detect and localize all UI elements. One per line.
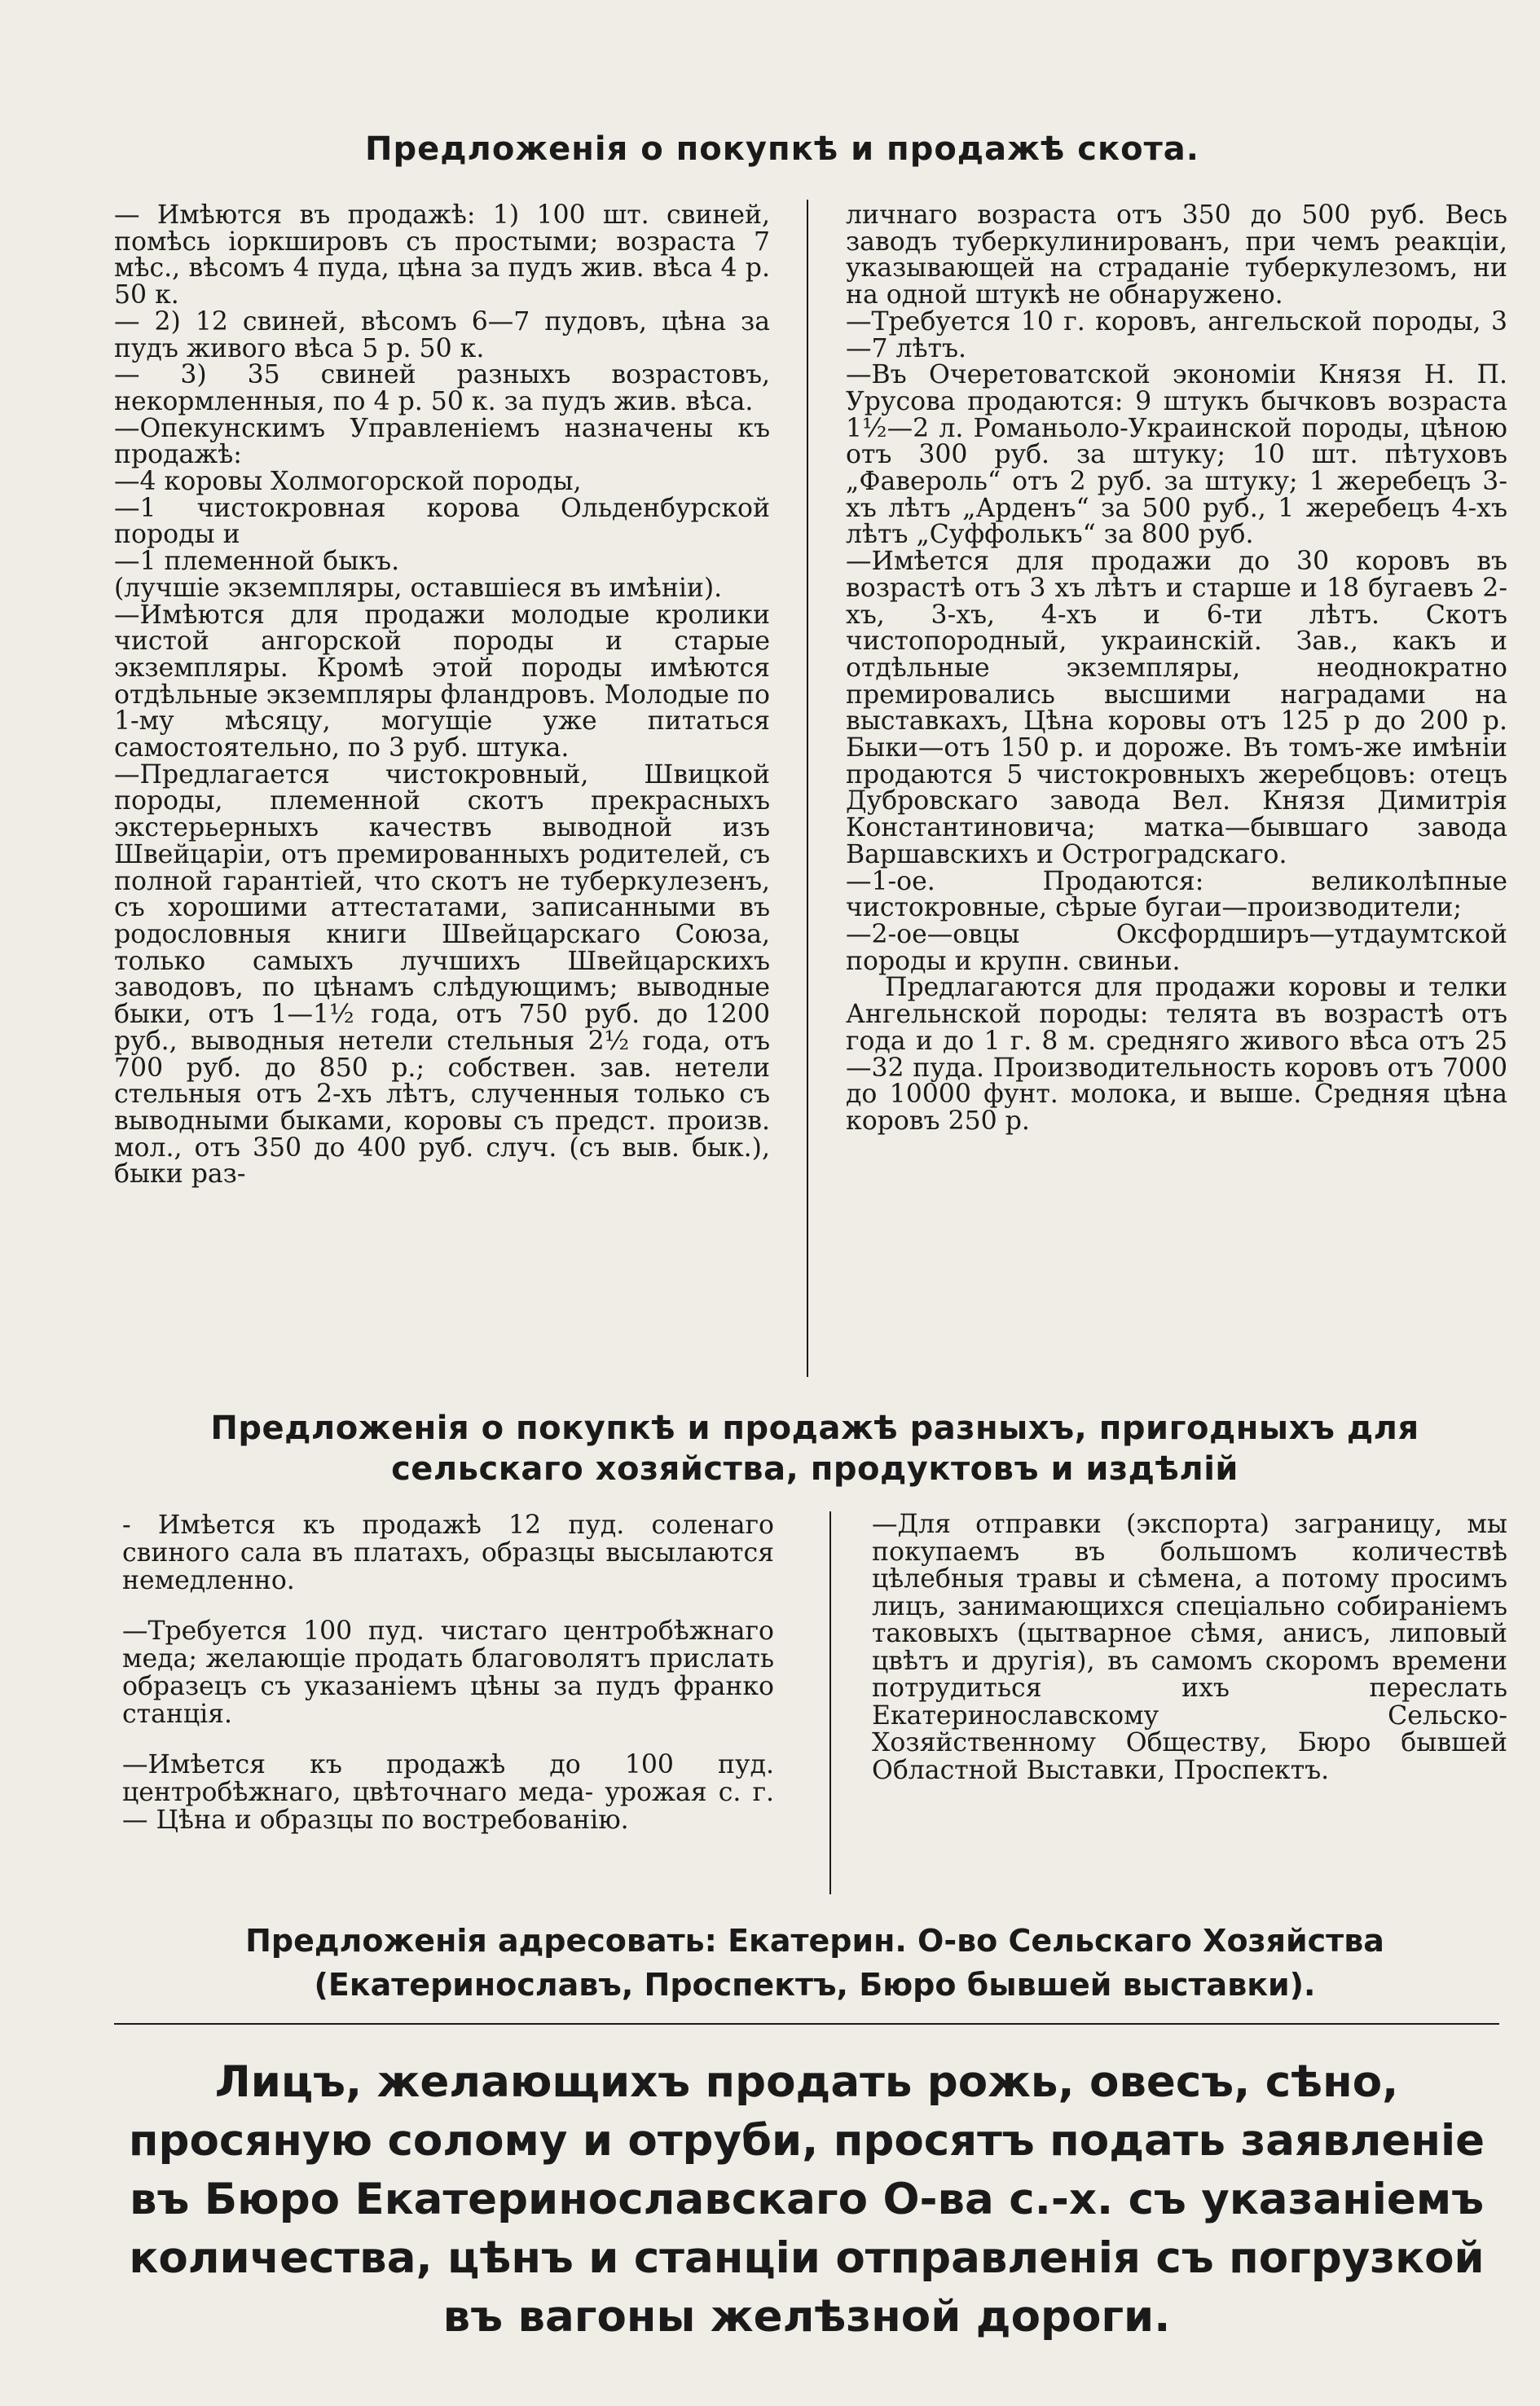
ad-honey-sale: —Имѣется къ продажѣ до 100 пуд. центробѣжнаго, цвѣточнаго меда- урожая с. г.— Цѣна и образцы по востребованію. xyxy=(122,1750,774,1835)
ad-guardianship-intro: —Опекунскимъ Управленіемъ назначены къ продажѣ: xyxy=(114,413,770,470)
ad-guardianship-bull: —1 племенной быкъ. xyxy=(114,547,400,577)
ad-wanted-cows: —Требуется 10 г. коровъ, ангельской породы, 3—7 лѣтъ. xyxy=(846,306,1507,363)
ad-rabbits: —Имѣются для продажи молодые кролики чистой ангорской породы и старые экземпляры. Кромѣ этой породы имѣются отдѣльные экземпляры фландровъ. Молодые по 1-му мѣсяцу, могущіе уже питаться самостоятельно, по 3 руб. штука. xyxy=(114,600,770,763)
address-notice: Предложенія адресовать: Екатерин. О-во Сельскаго Хозяйства (Екатеринославъ, Проспектъ, Бюро бывшей выставки). xyxy=(245,1923,1384,2003)
ad-angeln-cows: Предлагаются для продажи коровы и телки Ангельнской породы: телята въ возрастѣ отъ года и до 1 г. 8 м. средняго живого вѣса отъ 25—32 пуда. Производительность коровъ отъ 7000 до 10000 фунт. молока, и выше. Средняя цѣна коровъ 250 р. xyxy=(846,973,1507,1136)
livestock-column-right xyxy=(846,202,1507,1135)
ad-guardianship-note: (лучшіе экземпляры, оставшіеся въ имѣніи). xyxy=(114,573,723,603)
column-divider xyxy=(807,200,808,1377)
grain-purchase-notice: Лицъ, желающихъ продать рожь, овесъ, сѣно, просяную солому и отруби, просятъ подать заявленіе въ Бюро Екатеринославскаго О-ва с.-х. съ указаніемъ количества, цѣнъ и станціи отправленія съ погрузкой въ вагоны желѣзной дороги. xyxy=(128,2057,1485,2342)
ad-salt-lard: - Имѣется къ продажѣ 12 пуд. соленаго свиного сала въ платахъ, образцы высылаются немедленно. xyxy=(122,1511,774,1595)
horizontal-rule xyxy=(114,2023,1499,2025)
ad-sheep-pigs: —2-ое—овцы Оксфордширъ—утдаумтской породы и крупн. свиньи. xyxy=(846,919,1507,976)
ad-pigs-3: — 3) 35 свиней разныхъ возрастовъ, некормленныя, по 4 р. 50 к. за пудъ жив. вѣса. xyxy=(114,360,770,416)
ad-swiss-cattle: —Предлагается чистокровный, Швицкой породы, племенной скотъ прекрасныхъ экстерьерныхъ качествъ выводной изъ Швейцаріи, отъ премированныхъ родителей, съ полной гарантіей, что скотъ не туберкулезенъ, съ хорошими аттестатами, записанными въ родословныя книги Швейцарскаго Союза, только самыхъ лучшихъ Швейцарскихъ заводовъ, по цѣнамъ слѣдующимъ; выводные быки, отъ 1—1½ года, отъ 750 руб. до 1200 руб., выводныя нетели стельныя 2½ года, отъ 700 руб. до 850 р.; собствен. зав. нетели стельныя отъ 2-хъ лѣтъ, слученныя только съ выводными быками, коровы съ предст. произв. мол., отъ 350 до 400 руб. случ. (съ выв. бык.), быки раз- xyxy=(114,759,770,1190)
ad-herbs-export: —Для отправки (экспорта) заграницу, мы покупаемъ въ большомъ количествѣ цѣлебныя травы и сѣмена, а потому просимъ лицъ, занимающихся спеціально собираніемъ таковыхъ (цытварное сѣмя, анисъ, липовый цвѣтъ и другія), въ самомъ скоромъ времени потрудиться ихъ переслать Екатеринославскому Сельско-Хозяйственному Обществу, Бюро бывшей Областной Выставки, Проспектъ. xyxy=(872,1510,1507,1785)
section-livestock-title: Предложенія о покупкѣ и продажѣ скота. xyxy=(365,130,1199,168)
ad-pigs-2: — 2) 12 свиней, вѣсомъ 6—7 пудовъ, цѣна за пудъ живого вѣса 5 р. 50 к. xyxy=(114,306,770,363)
ad-guardianship-cows: —4 коровы Холмогорской породы, xyxy=(114,467,582,497)
ad-guardianship-cow: —1 чистокровная корова Ольденбурской породы и xyxy=(114,493,770,550)
ad-swiss-cattle-cont: личнаго возраста отъ 350 до 500 руб. Весь заводъ туберкулинированъ, при чемъ реакціи, указывающей на страданіе туберкулезомъ, ни на одной штукѣ не обнаружено. xyxy=(846,200,1507,310)
column-divider-goods xyxy=(829,1511,831,1894)
ad-wanted-honey: —Требуется 100 пуд. чистаго центробѣжнаго меда; желающіе продать благоволятъ прислать образецъ съ указаніемъ цѣны за пудъ франко станція. xyxy=(122,1616,774,1729)
livestock-column-left xyxy=(114,202,770,1188)
goods-column-right xyxy=(872,1511,1507,1784)
goods-column-left xyxy=(122,1511,774,1857)
ad-ukrainian-cattle: —Имѣется для продажи до 30 коровъ въ возрастѣ отъ 3 хъ лѣтъ и старше и 18 бугаевъ 2-хъ, 3-хъ, 4-хъ и 6-ти лѣтъ. Скотъ чистопородный, украинскій. Зав., какъ и отдѣльные экземпляры, неоднократно премировались высшими наградами на выставкахъ, Цѣна коровы отъ 125 р до 200 р. Быки—отъ 150 р. и дороже. Въ томъ-же имѣніи продаются 5 чистокровныхъ жеребцовъ: отецъ Дубровскаго завода Вел. Князя Димитрія Константиновича; матка—бывшаго завода Варшавскихъ и Остроградскаго. xyxy=(846,547,1507,869)
ad-grey-bulls: —1-ое. Продаются: великолѣпные чистокровные, сѣрые бугаи—производители; xyxy=(846,866,1507,923)
ad-pigs-1: — Имѣются въ продажѣ: 1) 100 шт. свиней, помѣсь іоркшировъ съ простыми; возраста 7 мѣс., вѣсомъ 4 пуда, цѣна за пудъ жив. вѣса 4 р. 50 к. xyxy=(114,200,770,310)
ad-urusov-estate: —Въ Очеретоватской экономіи Князя Н. П. Урусова продаются: 9 штукъ бычковъ возраста 1½—2 л. Романьоло-Украинской породы, цѣною отъ 300 руб. за штуку; 10 шт. пѣтуховъ „Фавероль“ отъ 2 руб. за штуку; 1 жеребецъ 3-хъ лѣтъ „Арденъ“ за 500 руб., 1 жеребецъ 4-хъ лѣтъ „Суффолькъ“ за 800 руб. xyxy=(846,360,1507,550)
section-goods-title: Предложенія о покупкѣ и продажѣ разныхъ, пригодныхъ для сельскаго хозяйства, продуктовъ и издѣлій xyxy=(210,1410,1419,1488)
